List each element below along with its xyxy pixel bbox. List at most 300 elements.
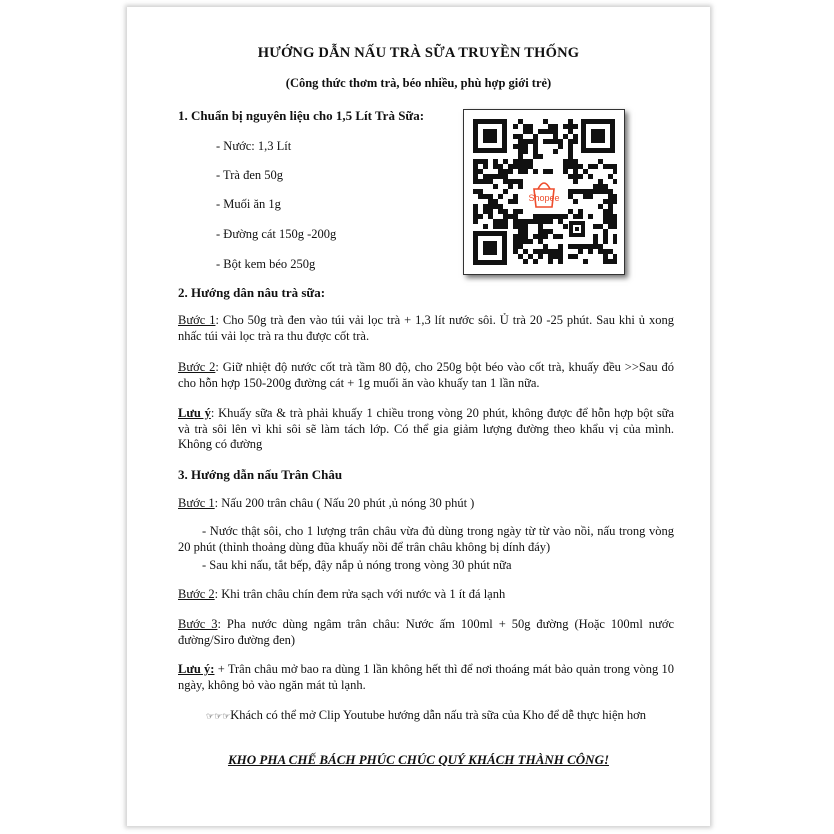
- qr-module: [558, 234, 563, 239]
- qr-module: [473, 219, 478, 224]
- qr-module: [488, 209, 493, 214]
- qr-module: [513, 244, 518, 249]
- qr-module: [518, 209, 523, 214]
- section3-clip-tip: [178, 708, 674, 726]
- qr-module: [593, 164, 598, 169]
- qr-module: [603, 209, 608, 214]
- qr-module: [593, 189, 598, 194]
- qr-module: [568, 244, 573, 249]
- qr-module: [568, 194, 573, 199]
- qr-module: [473, 174, 478, 179]
- section3-bullet2: - Sau khi nấu, tắt bếp, đậy nắp ủ nóng trong vòng 30 phút nữa: [202, 558, 512, 572]
- qr-module: [488, 179, 493, 184]
- qr-module: [488, 194, 493, 199]
- qr-module: [533, 154, 538, 159]
- qr-module: [593, 239, 598, 244]
- qr-module: [488, 204, 493, 209]
- qr-module: [493, 184, 498, 189]
- qr-module: [598, 159, 603, 164]
- qr-module: [503, 224, 508, 229]
- qr-module: [473, 159, 478, 164]
- section3-note: [178, 662, 674, 693]
- qr-module: [533, 139, 538, 144]
- qr-module: [498, 194, 503, 199]
- qr-module: [503, 214, 508, 219]
- qr-module: [523, 259, 528, 264]
- qr-module: [513, 224, 518, 229]
- qr-module: [533, 259, 538, 264]
- qr-module: [518, 184, 523, 189]
- qr-module: [473, 169, 478, 174]
- page-subtitle: (Công thức thơm trà, béo nhiều, phù hợp giới trẻ): [285, 76, 552, 90]
- qr-module: [558, 249, 563, 254]
- qr-module: [553, 234, 558, 239]
- qr-module: [508, 164, 513, 169]
- qr-module: [518, 149, 523, 154]
- qr-module: [603, 164, 608, 169]
- qr-module: [518, 234, 523, 239]
- qr-module: [508, 199, 513, 204]
- qr-module: [583, 189, 588, 194]
- qr-module: [598, 189, 603, 194]
- qr-module: [528, 219, 533, 224]
- note-text: + Trân châu mở bao ra dùng 1 lần không hết thì để nơi thoáng mát bảo quản trong vòng 10 ngày, không bỏ vào ngăn mát tủ lạnh.: [178, 662, 674, 692]
- qr-module: [568, 144, 573, 149]
- qr-module: [533, 214, 538, 219]
- qr-module: [613, 239, 617, 244]
- qr-module: [608, 224, 613, 229]
- qr-module: [528, 239, 533, 244]
- qr-module: [528, 139, 533, 144]
- qr-module: [578, 244, 583, 249]
- step-label: Bước 2: [178, 360, 216, 374]
- qr-module: [608, 199, 613, 204]
- qr-module: [508, 179, 513, 184]
- qr-module: [523, 129, 528, 134]
- qr-module: [543, 119, 548, 124]
- qr-module: [493, 204, 498, 209]
- qr-module: [553, 249, 558, 254]
- qr-module: [563, 169, 568, 174]
- qr-module: [588, 164, 593, 169]
- clip-text: Khách có thể mở Clip Youtube hướng dẫn nấu trà sữa của Kho để dễ thực hiện hơn: [230, 708, 646, 722]
- qr-module: [548, 214, 553, 219]
- qr-module: [538, 239, 543, 244]
- qr-module: [518, 134, 523, 139]
- section3-step2: [178, 587, 674, 603]
- qr-module: [573, 254, 578, 259]
- qr-module: [593, 234, 598, 239]
- qr-module: [568, 254, 573, 259]
- ingredient-item: - Muối ăn 1g: [216, 197, 281, 211]
- qr-module: [558, 144, 563, 149]
- qr-module: [558, 219, 563, 224]
- qr-module: [603, 249, 608, 254]
- qr-module: [568, 129, 573, 134]
- qr-module: [538, 214, 543, 219]
- qr-module: [563, 224, 568, 229]
- qr-module: [598, 224, 603, 229]
- ingredient-item: - Bột kem béo 250g: [216, 257, 316, 271]
- qr-module: [603, 214, 608, 219]
- qr-module: [583, 194, 588, 199]
- qr-module: [613, 224, 617, 229]
- ingredient-item: - Trà đen 50g: [216, 168, 284, 182]
- qr-module: [573, 124, 578, 129]
- qr-module: [603, 229, 608, 234]
- qr-module: [498, 224, 503, 229]
- qr-module: [578, 189, 583, 194]
- qr-module: [533, 149, 538, 154]
- step-text: : Giữ nhiệt độ nước cốt trà tầm 80 độ, cho 250g bột béo vào cốt trà, khuấy đều >>Sau đó cho hỗn hợp 150-200g đường cát + 1g muối ăn vào khuấy tan 1 lần nữa.: [178, 360, 674, 390]
- qr-module: [498, 174, 503, 179]
- qr-module: [518, 139, 523, 144]
- qr-module: [518, 244, 523, 249]
- step-label: Bước 1: [178, 313, 216, 327]
- qr-module: [503, 174, 508, 179]
- qr-module: [483, 179, 488, 184]
- qr-module: [588, 189, 593, 194]
- closing-message: KHO PHA CHẾ BÁCH PHÚC CHÚC QUÝ KHÁCH THÀNH CÔNG!: [227, 752, 610, 767]
- qr-module: [568, 149, 573, 154]
- qr-module: [543, 249, 548, 254]
- qr-module: [538, 129, 543, 134]
- qr-module: [553, 214, 558, 219]
- qr-module: [588, 194, 593, 199]
- qr-module: [543, 219, 548, 224]
- qr-module: [573, 139, 578, 144]
- qr-module: [518, 144, 523, 149]
- qr-module: [518, 254, 523, 259]
- qr-module: [483, 194, 488, 199]
- qr-module: [558, 259, 563, 264]
- qr-module: [488, 214, 493, 219]
- qr-module: [588, 214, 593, 219]
- shopee-qr-code[interactable]: [463, 109, 625, 275]
- step-text: : Cho 50g trà đen vào túi vải lọc trà + 1,3 lít nước sôi. Ủ trà 20 -25 phút. Sau khi ủ xong nhấc túi vải lọc trà ra thu được cốt trà.: [178, 313, 674, 343]
- qr-module: [593, 184, 598, 189]
- qr-module: [503, 159, 508, 164]
- qr-module: [573, 214, 578, 219]
- qr-module: [523, 169, 528, 174]
- qr-module: [543, 139, 548, 144]
- section2-note: [178, 406, 674, 453]
- qr-module: [483, 159, 488, 164]
- qr-module: [573, 159, 578, 164]
- pointing-hand-icon: ☞☞☞: [206, 712, 231, 722]
- qr-module: [613, 199, 617, 204]
- qr-module: [603, 259, 608, 264]
- qr-module: [478, 214, 483, 219]
- qr-code-image: [471, 117, 617, 267]
- qr-module: [478, 189, 483, 194]
- qr-module: [543, 234, 548, 239]
- qr-module: [508, 184, 513, 189]
- qr-module: [493, 159, 498, 164]
- qr-module: [598, 244, 603, 249]
- qr-module: [613, 254, 617, 259]
- qr-module: [583, 244, 588, 249]
- qr-module: [523, 239, 528, 244]
- qr-module: [598, 204, 603, 209]
- qr-module: [603, 219, 608, 224]
- qr-module: [548, 129, 553, 134]
- qr-module: [498, 209, 503, 214]
- qr-module: [528, 254, 533, 259]
- step-text: : Khi trân châu chín đem rửa sạch với nước và 1 ít đá lạnh: [214, 587, 506, 601]
- section2-step2: [178, 360, 674, 391]
- document-page: [127, 7, 710, 826]
- qr-module: [603, 254, 608, 259]
- qr-module: [478, 169, 483, 174]
- qr-module: [518, 239, 523, 244]
- qr-module: [483, 224, 488, 229]
- qr-module: [508, 169, 513, 174]
- qr-module: [533, 144, 538, 149]
- qr-module: [568, 119, 573, 124]
- qr-module: [513, 214, 518, 219]
- qr-module: [548, 219, 553, 224]
- qr-module: [613, 179, 617, 184]
- qr-module: [518, 154, 523, 159]
- qr-module: [538, 229, 543, 234]
- qr-module: [498, 219, 503, 224]
- qr-module: [608, 214, 613, 219]
- qr-module: [578, 249, 583, 254]
- qr-module: [513, 164, 518, 169]
- qr-module: [563, 159, 568, 164]
- qr-module: [508, 214, 513, 219]
- qr-module: [573, 179, 578, 184]
- qr-module: [513, 159, 518, 164]
- qr-module: [478, 179, 483, 184]
- qr-module: [598, 249, 603, 254]
- qr-module: [498, 169, 503, 174]
- qr-module: [608, 204, 613, 209]
- qr-module: [553, 254, 558, 259]
- qr-module: [473, 214, 478, 219]
- qr-module: [613, 169, 617, 174]
- qr-module: [493, 224, 498, 229]
- note-text: : Khuấy sữa & trà phải khuấy 1 chiều trong vòng 20 phút, không được để hỗn hợp bột sữa và trà sôi lên vì khi sôi sẽ làm tách lớp. Có thể gia giảm lượng đường theo khẩu vị của mình. Không có đường: [178, 406, 675, 451]
- qr-module: [548, 259, 553, 264]
- qr-module: [563, 134, 568, 139]
- qr-module: [603, 184, 608, 189]
- qr-module: [478, 194, 483, 199]
- qr-module: [513, 219, 518, 224]
- qr-module: [573, 174, 578, 179]
- qr-module: [563, 124, 568, 129]
- qr-module: [473, 189, 478, 194]
- qr-module: [553, 129, 558, 134]
- qr-module: [533, 249, 538, 254]
- qr-module: [598, 184, 603, 189]
- qr-module: [568, 189, 573, 194]
- qr-module: [538, 219, 543, 224]
- qr-module: [523, 124, 528, 129]
- qr-module: [548, 169, 553, 174]
- qr-module: [583, 259, 588, 264]
- qr-module: [603, 199, 608, 204]
- section2-heading: 2. Hướng dân nâu trà sữa:: [178, 285, 326, 300]
- qr-module: [603, 234, 608, 239]
- qr-module: [493, 199, 498, 204]
- qr-module: [553, 124, 558, 129]
- qr-module: [523, 159, 528, 164]
- step-label: Bước 1: [178, 496, 215, 510]
- section2-step1: [178, 313, 674, 344]
- qr-module: [478, 159, 483, 164]
- step-text: : Nấu 200 trân châu ( Nấu 20 phút ,ủ nóng 30 phút ): [214, 496, 475, 510]
- qr-module: [603, 189, 608, 194]
- qr-module: [558, 214, 563, 219]
- section1-heading: 1. Chuẩn bị nguyên liệu cho 1,5 Lít Trà Sữa:: [178, 108, 425, 123]
- qr-module: [613, 259, 617, 264]
- qr-module: [523, 219, 528, 224]
- qr-module: [598, 179, 603, 184]
- qr-module: [528, 124, 533, 129]
- qr-module: [493, 174, 498, 179]
- section3-step3: [178, 617, 674, 648]
- note-label: Lưu ý: [178, 406, 211, 420]
- qr-module: [548, 254, 553, 259]
- shopee-logo-text: Shopee: [528, 193, 560, 203]
- qr-module: [513, 194, 518, 199]
- qr-module: [593, 224, 598, 229]
- qr-module: [473, 164, 478, 169]
- qr-module: [518, 219, 523, 224]
- qr-module: [538, 254, 543, 259]
- page-title: HƯỚNG DẪN NẤU TRÀ SỮA TRUYỀN THỐNG: [257, 45, 580, 61]
- qr-module: [533, 234, 538, 239]
- qr-module: [548, 139, 553, 144]
- qr-module: [573, 199, 578, 204]
- qr-module: [588, 174, 593, 179]
- qr-module: [553, 134, 558, 139]
- qr-module: [553, 149, 558, 154]
- qr-module: [553, 139, 558, 144]
- qr-module: [548, 229, 553, 234]
- qr-module: [533, 219, 538, 224]
- qr-module: [578, 174, 583, 179]
- qr-module: [578, 164, 583, 169]
- qr-module: [518, 224, 523, 229]
- qr-module: [498, 164, 503, 169]
- section3-step1: [178, 496, 674, 512]
- qr-module: [523, 144, 528, 149]
- qr-module: [518, 229, 523, 234]
- qr-module: [513, 209, 518, 214]
- qr-module: [523, 224, 528, 229]
- qr-module: [578, 209, 583, 214]
- ingredient-item: - Nước: 1,3 Lít: [216, 139, 292, 153]
- step-label: Bước 3: [178, 617, 218, 631]
- qr-module: [548, 249, 553, 254]
- section3-bullet1: - Nước thật sôi, cho 1 lượng trân châu vừa đủ dùng trong ngày từ từ vào nồi, nấu trong vòng 20 phút (thỉnh thoảng dùng đũa khuấy nồi để trân châu không bị dính đáy): [178, 524, 674, 554]
- note-label: Lưu ý:: [178, 662, 215, 676]
- section3-heading: 3. Hướng dẫn nấu Trân Châu: [178, 467, 343, 482]
- qr-module: [503, 209, 508, 214]
- qr-module: [528, 159, 533, 164]
- ingredient-item: - Đường cát 150g -200g: [216, 227, 337, 241]
- qr-module: [513, 239, 518, 244]
- qr-module: [603, 239, 608, 244]
- qr-module: [483, 209, 488, 214]
- qr-module: [503, 189, 508, 194]
- qr-module: [518, 169, 523, 174]
- qr-module: [523, 139, 528, 144]
- qr-module: [513, 199, 518, 204]
- qr-module: [568, 174, 573, 179]
- qr-module: [528, 164, 533, 169]
- qr-module: [563, 214, 568, 219]
- qr-module: [608, 174, 613, 179]
- qr-module: [488, 199, 493, 204]
- qr-module: [593, 244, 598, 249]
- qr-module: [543, 214, 548, 219]
- qr-module: [488, 174, 493, 179]
- step-text: : Pha nước dùng ngâm trân châu: Nước ấm 100ml + 50g đường (Hoặc 100ml nước đường/Siro đường đen): [178, 617, 674, 647]
- qr-module: [483, 164, 488, 169]
- qr-module: [563, 164, 568, 169]
- qr-module: [473, 204, 478, 209]
- qr-module: [483, 204, 488, 209]
- step-label: Bước 2: [178, 587, 215, 601]
- qr-module: [483, 174, 488, 179]
- qr-module: [588, 249, 593, 254]
- qr-module: [608, 259, 613, 264]
- qr-module: [523, 164, 528, 169]
- qr-module: [473, 179, 478, 184]
- qr-module: [573, 244, 578, 249]
- qr-module: [498, 204, 503, 209]
- qr-module: [503, 179, 508, 184]
- qr-module: [543, 129, 548, 134]
- qr-module: [538, 249, 543, 254]
- qr-module: [608, 209, 613, 214]
- qr-module: [613, 214, 617, 219]
- qr-module: [518, 164, 523, 169]
- qr-module: [548, 124, 553, 129]
- qr-module: [533, 134, 538, 139]
- qr-module: [493, 164, 498, 169]
- qr-module: [538, 234, 543, 239]
- qr-module: [518, 159, 523, 164]
- qr-module: [573, 189, 578, 194]
- qr-module: [513, 234, 518, 239]
- qr-module: [523, 234, 528, 239]
- qr-module: [503, 219, 508, 224]
- qr-module: [558, 139, 563, 144]
- qr-module: [523, 249, 528, 254]
- qr-module: [473, 209, 478, 214]
- qr-module: [608, 194, 613, 199]
- qr-module: [543, 244, 548, 249]
- qr-module: [518, 179, 523, 184]
- qr-module: [518, 119, 523, 124]
- qr-module: [493, 219, 498, 224]
- qr-module: [513, 179, 518, 184]
- qr-module: [568, 154, 573, 159]
- qr-module: [568, 164, 573, 169]
- qr-module: [528, 129, 533, 134]
- qr-module: [568, 139, 573, 144]
- qr-module: [523, 149, 528, 154]
- qr-module: [588, 244, 593, 249]
- qr-module: [608, 219, 613, 224]
- qr-module: [613, 219, 617, 224]
- qr-module: [578, 214, 583, 219]
